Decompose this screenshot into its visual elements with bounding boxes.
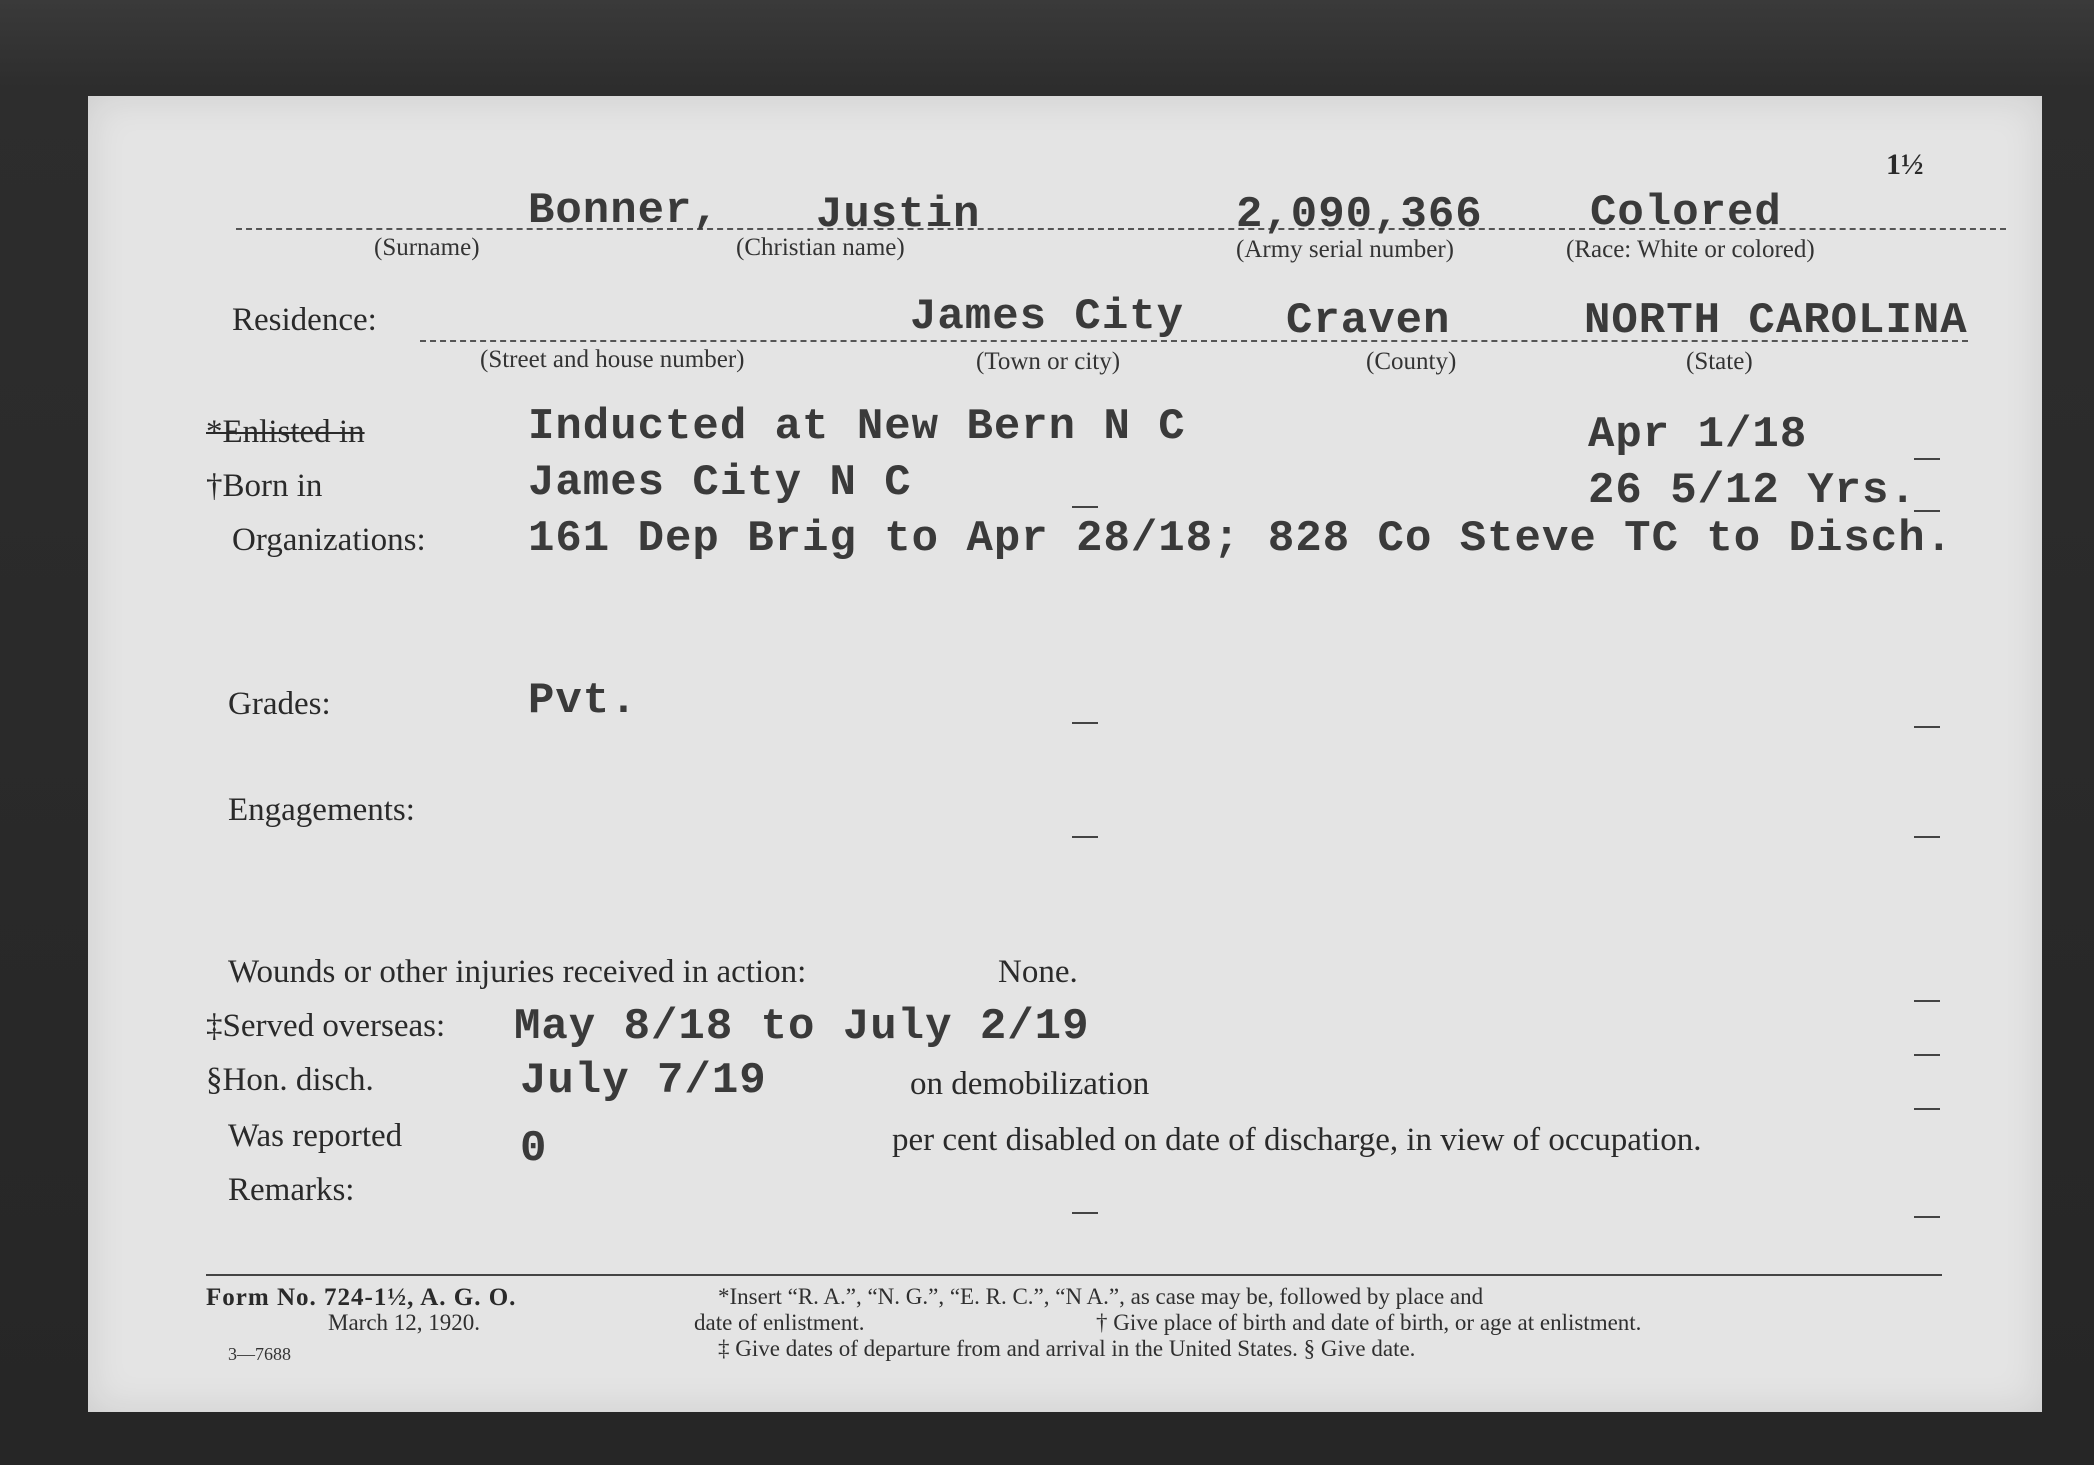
discharge-date-value: July 7/19 [520, 1056, 767, 1106]
engagements-label: Engagements: [228, 792, 415, 828]
page-number: 1½ [1886, 148, 1924, 181]
field-end-mark [1914, 836, 1940, 838]
residence-label: Residence: [232, 302, 377, 338]
footnote-overseas: ‡ Give dates of departure from and arrival in the United States. § Give date. [718, 1336, 1416, 1361]
race-value: Colored [1590, 188, 1782, 238]
overseas-label: ‡Served overseas: [206, 1008, 446, 1044]
born-label: †Born in [206, 468, 323, 504]
overseas-value: May 8/18 to July 2/19 [514, 1002, 1090, 1052]
organizations-label: Organizations: [232, 522, 426, 558]
print-code: 3—7688 [228, 1344, 291, 1364]
residence-state-value: NORTH CAROLINA [1584, 296, 1968, 346]
service-record-card [88, 96, 2042, 1412]
reported-value: 0 [520, 1124, 548, 1174]
field-end-mark [1072, 722, 1098, 724]
grades-value: Pvt. [528, 676, 638, 726]
street-caption: (Street and house number) [480, 346, 745, 373]
field-end-mark [1914, 458, 1940, 460]
field-end-mark [1914, 1054, 1940, 1056]
state-caption: (State) [1686, 348, 1753, 375]
christian-name-caption: (Christian name) [736, 234, 905, 261]
grades-label: Grades: [228, 686, 331, 722]
born-value: James City N C [528, 458, 912, 508]
form-number: Form No. 724-1½, A. G. O. [206, 1284, 517, 1311]
serial-number-value: 2,090,366 [1236, 190, 1483, 240]
wounds-value: None. [998, 954, 1078, 990]
field-end-mark [1072, 1212, 1098, 1214]
residence-town-value: James City [910, 292, 1185, 342]
discharge-label: §Hon. disch. [206, 1062, 374, 1098]
field-end-mark [1072, 506, 1098, 508]
remarks-label: Remarks: [228, 1172, 355, 1208]
town-caption: (Town or city) [976, 348, 1121, 375]
enlisted-date-value: Apr 1/18 [1588, 410, 1808, 460]
field-end-mark [1914, 510, 1940, 512]
reported-label: Was reported [228, 1118, 403, 1154]
born-age-value: 26 5/12 Yrs. [1588, 466, 1917, 516]
enlisted-label: *Enlisted in [206, 414, 365, 450]
footnote-insert-cont: date of enlistment. [694, 1310, 865, 1335]
form-date: March 12, 1920. [328, 1310, 481, 1335]
surname-caption: (Surname) [374, 234, 480, 261]
wounds-label: Wounds or other injuries received in action: [228, 954, 807, 990]
reported-suffix: per cent disabled on date of discharge, in view of occupation. [892, 1122, 1702, 1158]
residence-county-value: Craven [1286, 296, 1451, 346]
county-caption: (County) [1366, 348, 1457, 375]
christian-name-value: Justin [816, 190, 981, 240]
organizations-value: 161 Dep Brig to Apr 28/18; 828 Co Steve TC to Disch. [528, 514, 1954, 564]
footnote-birth: † Give place of birth and date of birth, or age at enlistment. [1096, 1310, 1642, 1335]
field-end-mark [1914, 726, 1940, 728]
serial-number-caption: (Army serial number) [1236, 236, 1454, 263]
field-end-mark [1072, 836, 1098, 838]
field-end-mark [1914, 1216, 1940, 1218]
field-end-mark [1914, 1000, 1940, 1002]
footnote-insert: *Insert “R. A.”, “N. G.”, “E. R. C.”, “N A.”, as case may be, followed by place and [718, 1284, 1484, 1309]
field-end-mark [1914, 1108, 1940, 1110]
footer-rule [206, 1274, 1942, 1276]
enlisted-value: Inducted at New Bern N C [528, 402, 1186, 452]
surname-value: Bonner, [528, 186, 720, 236]
race-caption: (Race: White or colored) [1566, 236, 1815, 263]
discharge-suffix: on demobilization [910, 1066, 1150, 1102]
